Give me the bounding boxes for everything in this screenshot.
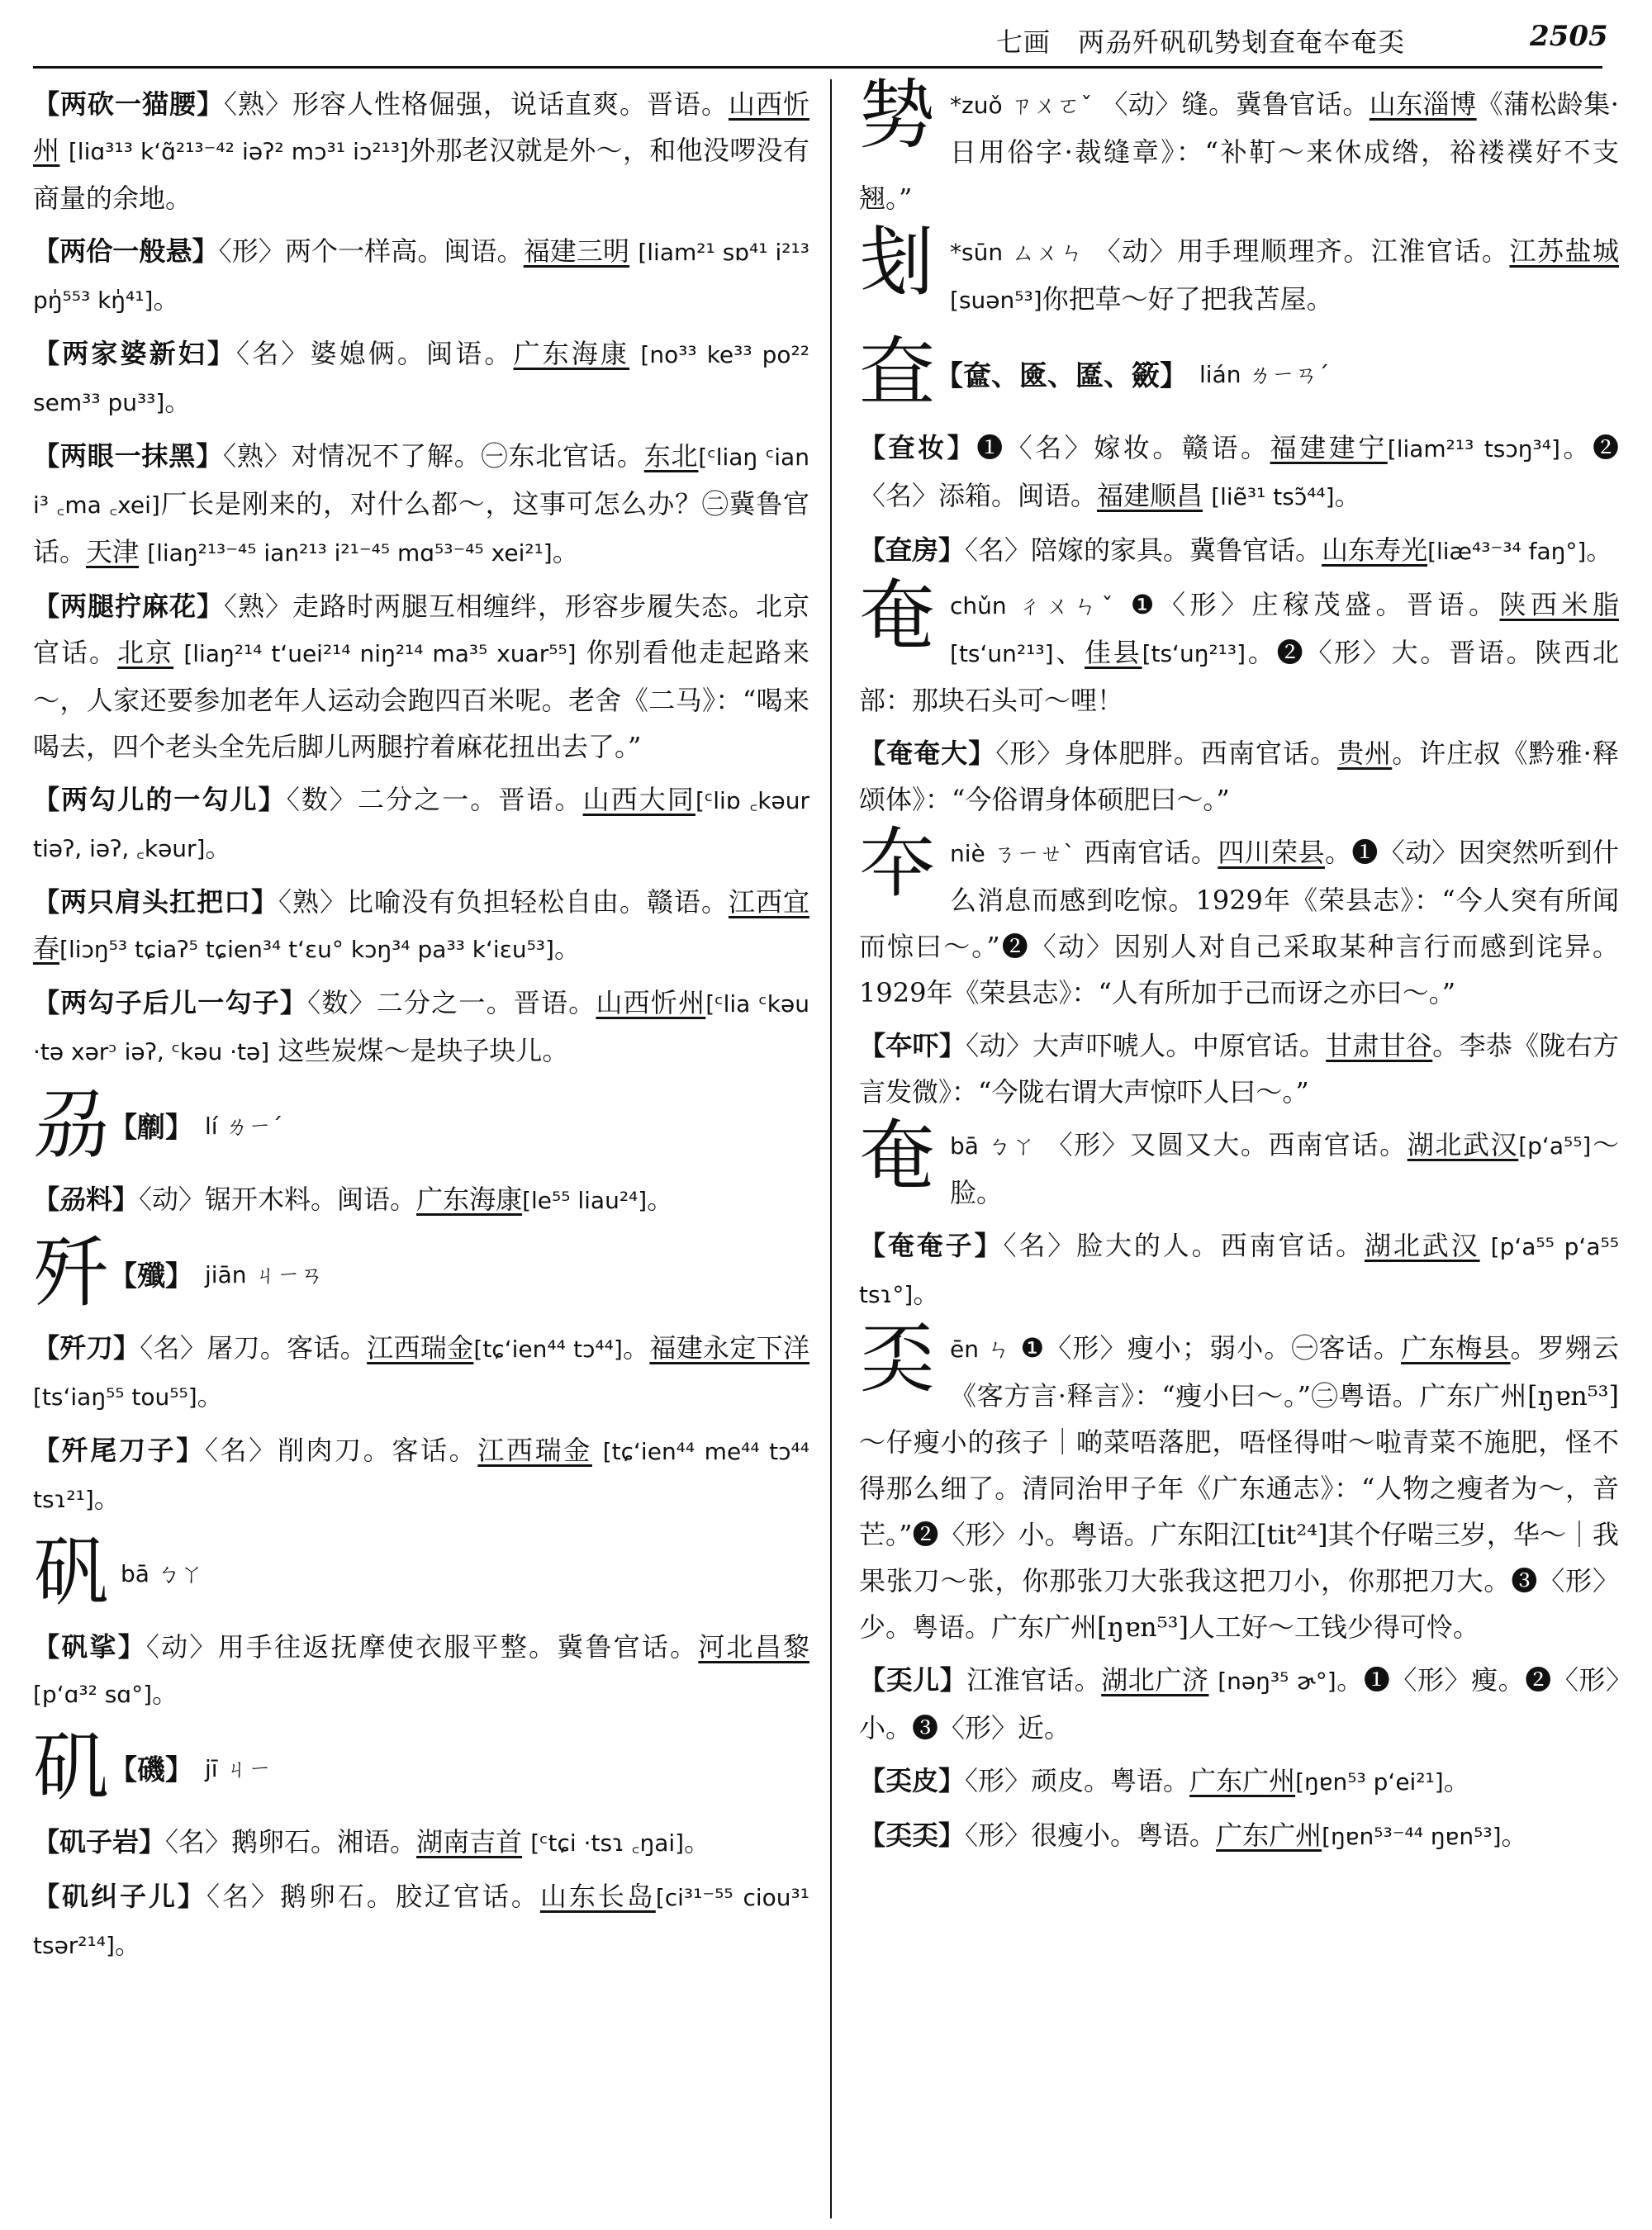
head-entry: 奄chǔn ㄔㄨㄣˇ ❶〈形〉庄稼茂盛。晋语。陕西米脂[tsʻun²¹³]、佳县[tsʻuŋ²¹³]。❷〈形〉大。晋语。陕西北部：那块石头可～哩！ bbox=[859, 572, 1619, 716]
left-column bbox=[33, 81, 809, 1976]
entry: 【 两只肩头扛把口 】 〈熟〉比喻没有负担轻松自由。赣语。江西宜春[liɔŋ⁵³ tɕiaʔ⁵ tɕien³⁴ tʻɛu° kɔŋ³⁴ pa³³ kʻiɛu⁵³]。 bbox=[33, 879, 809, 973]
entry: 【 矾挲 】 〈动〉用手往返抚摩使衣服平整。冀鲁官话。河北昌黎[pʻɑ³² sɑ°]。 bbox=[33, 1624, 809, 1718]
head-entry: 奄bā ㄅㄚ 〈形〉又圆又大。西南官话。湖北武汉[pʻa⁵⁵]～脸。 bbox=[859, 1112, 1619, 1208]
column-divider bbox=[830, 79, 832, 2218]
entry: 【 奄奄子 】 〈名〉脸大的人。西南官话。湖北武汉 [pʻa⁵⁵ pʻa⁵⁵ tsɿ°]。 bbox=[859, 1222, 1619, 1318]
entry: 【 两勾儿的一勾儿 】 〈数〉二分之一。晋语。山西大同[ᶜliɒ ꜀kəur tiəʔ, iəʔ, ꜀kəur]。 bbox=[33, 776, 809, 872]
head-entry: 夲niè ㄋㄧㄝˋ 西南官话。四川荣县。❶〈动〉因突然听到什么消息而感到吃惊。1929年《荣县志》：“今人突有所闻而惊曰～。”❷〈动〉因别人对自己采取某种言行而感到诧异。1929年《荣县志》：“人有所加于己而讶之亦曰～。” bbox=[859, 819, 1619, 1008]
entry: 【 奄奄大 】 〈形〉身体肥胖。西南官话。贵州。许庄叔《黔雅·释颂体》：“今俗谓身体硕肥曰～。” bbox=[859, 730, 1619, 823]
entry: 【 奀皮 】 〈形〉顽皮。粤语。广东广州[ŋɐn⁵³ pʻei²¹]。 bbox=[859, 1758, 1619, 1805]
entry: 【 两眼一抹黑 】 〈熟〉对情况不了解。㊀东北官话。东北[ᶜliaŋ ᶜian i³ ꜀ma ꜀xei]厂长是刚来的，对什么都～，这事可怎么办？㊁冀鲁官话。天津 [liaŋ²¹³⁻⁴⁵ ian²¹³ i²¹⁻⁴⁵ mɑ⁵³⁻⁴⁵ xei²¹]。 bbox=[33, 433, 809, 576]
entry: 【 夲吓 】 〈动〉大声吓唬人。中原官话。甘肃甘谷。李恭《陇右方言发微》：“今陇右谓大声惊吓人曰～。” bbox=[859, 1022, 1619, 1115]
entry: 【 刕料 】 〈动〉锯开木料。闽语。广东海康[le⁵⁵ liau²⁴]。 bbox=[33, 1176, 809, 1224]
head-character: 歼【殲】 jiān ㄐㄧㄢ bbox=[33, 1229, 324, 1317]
header-rule bbox=[33, 66, 1602, 69]
head-entry: 刬 *sūn ㄙㄨㄣ 〈动〉用手理顺理齐。江淮官话。江苏盐城[suən⁵³]你把草～好了把我苫屋。 bbox=[859, 218, 1619, 315]
head-character: 矾bā ㄅㄚ bbox=[33, 1528, 203, 1616]
page-number: 2505 bbox=[1530, 20, 1608, 53]
head-entry: 奀ēn ㄣ ❶〈形〉瘦小；弱小。㊀客话。广东梅县。罗翙云《客方言·释言》：“瘦小曰～。”㊁粤语。广东广州[ŋɐn⁵³]～仔瘦小的孩子｜啲菜唔落肥，唔怪得咁～啦青菜不施肥，怪不得那么细了。清同治甲子年《广东通志》：“人物之瘦者为～，音芒。”❷〈形〉小。粤语。广东阳江[tit²⁴]其个仔啱三岁，华～｜我果张刀～张，你那张刀大张我这把刀小，你那把刀大。❸〈形〉少。粤语。广东广州[ŋɐn⁵³]人工好～工钱少得可怜。 bbox=[859, 1315, 1619, 1643]
head-character: 㚗【奩、匳、匲、籢】 lián ㄌㄧㄢˊ bbox=[859, 329, 1330, 417]
entry: 【 两砍一猫腰 】 〈熟〉形容人性格倔强，说话直爽。晋语。山西忻州 [liɑ³¹³ kʻɑ̃²¹³⁻⁴² iəʔ² mɔ³¹ iɔ²¹³]外那老汉就是外～，和他没啰没有商量的余地。 bbox=[33, 81, 809, 221]
entry: 【 矶纠子儿 】 〈名〉鹅卵石。胶辽官话。山东长岛[ci³¹⁻⁵⁵ ciou³¹ tsər²¹⁴]。 bbox=[33, 1873, 809, 1969]
running-header: 七画 两刕歼矾矶㔟刬㚗奄夲奄奀 bbox=[996, 26, 1406, 58]
right-column bbox=[859, 71, 1619, 1867]
entry: 【 两佮一般悬 】 〈形〉两个一样高。闽语。福建三明 [liam²¹ sɒ⁴¹ i²¹³ pŋ̍⁵⁵³ kŋ̍⁴¹]。 bbox=[33, 228, 809, 324]
entry: 【 奀奀 】 〈形〉很瘦小。粤语。广东广州[ŋɐn⁵³⁻⁴⁴ ŋɐn⁵³]。 bbox=[859, 1812, 1619, 1860]
entry: 【 两勾子后儿一勾子 】 〈数〉二分之一。晋语。山西忻州[ᶜlia ᶜkəu ·tə xərᵓ iəʔ, ᶜkəu ·tə] 这些炭煤～是块子块儿。 bbox=[33, 980, 809, 1075]
head-character: 刕【劘】 lí ㄌㄧˊ bbox=[33, 1080, 283, 1169]
entry: 【 㚗妆 】 ❶〈名〉嫁妆。赣语。福建建宁[liam²¹³ tsɔŋ³⁴]。❷〈名〉添箱。闽语。福建顺昌 [liẽ³¹ tsɔ̃⁴⁴]。 bbox=[859, 425, 1619, 520]
entry: 【 奀儿 】 江淮官话。湖北广济 [nəŋ³⁵ ɚ°]。❶〈形〉瘦。❷〈形〉小。❸〈形〉近。 bbox=[859, 1657, 1619, 1751]
head-character: 矶【磯】 jī ㄐㄧ bbox=[33, 1723, 272, 1811]
entry: 【 两家婆新妇 】 〈名〉婆媳俩。闽语。广东海康 [no³³ ke³³ po²² sem³³ pu³³]。 bbox=[33, 330, 809, 426]
head-entry: 㔟 *zuǒ ㄗㄨㄛˇ 〈动〉缝。冀鲁官话。山东淄博《蒲松龄集·日用俗字·裁缝章》：“补靪～来休成绺，裕褛襆好不支翘。” bbox=[859, 71, 1619, 214]
entry: 【 矶子岩 】 〈名〉鹅卵石。湘语。湖南吉首 [ᶜtɕi ·tsɿ ꜀ŋai]。 bbox=[33, 1819, 809, 1867]
entry: 【 歼刀 】 〈名〉屠刀。客话。江西瑞金[tɕʻien⁴⁴ tɔ⁴⁴]。福建永定下洋[tsʻiaŋ⁵⁵ tou⁵⁵]。 bbox=[33, 1325, 809, 1421]
entry: 【 歼尾刀子 】 〈名〉削肉刀。客话。江西瑞金 [tɕʻien⁴⁴ me⁴⁴ tɔ⁴⁴ tsɿ²¹]。 bbox=[33, 1427, 809, 1523]
entry: 【 两腿拧麻花 】 〈熟〉走路时两腿互相缠绊，形容步履失态。北京官话。北京 [liaŋ²¹⁴ tʻuei²¹⁴ niŋ²¹⁴ ma³⁵ xuar⁵⁵] 你别看他走起路来～，人家还要参加老年人运动会跑四百米呢。老舍《二马》：“喝来喝去，四个老头全先后脚儿两腿拧着麻花扭出去了。” bbox=[33, 583, 809, 770]
entry: 【 㚗房 】 〈名〉陪嫁的家具。冀鲁官话。山东寿光[liæ⁴³⁻³⁴ faŋ°]。 bbox=[859, 527, 1619, 575]
